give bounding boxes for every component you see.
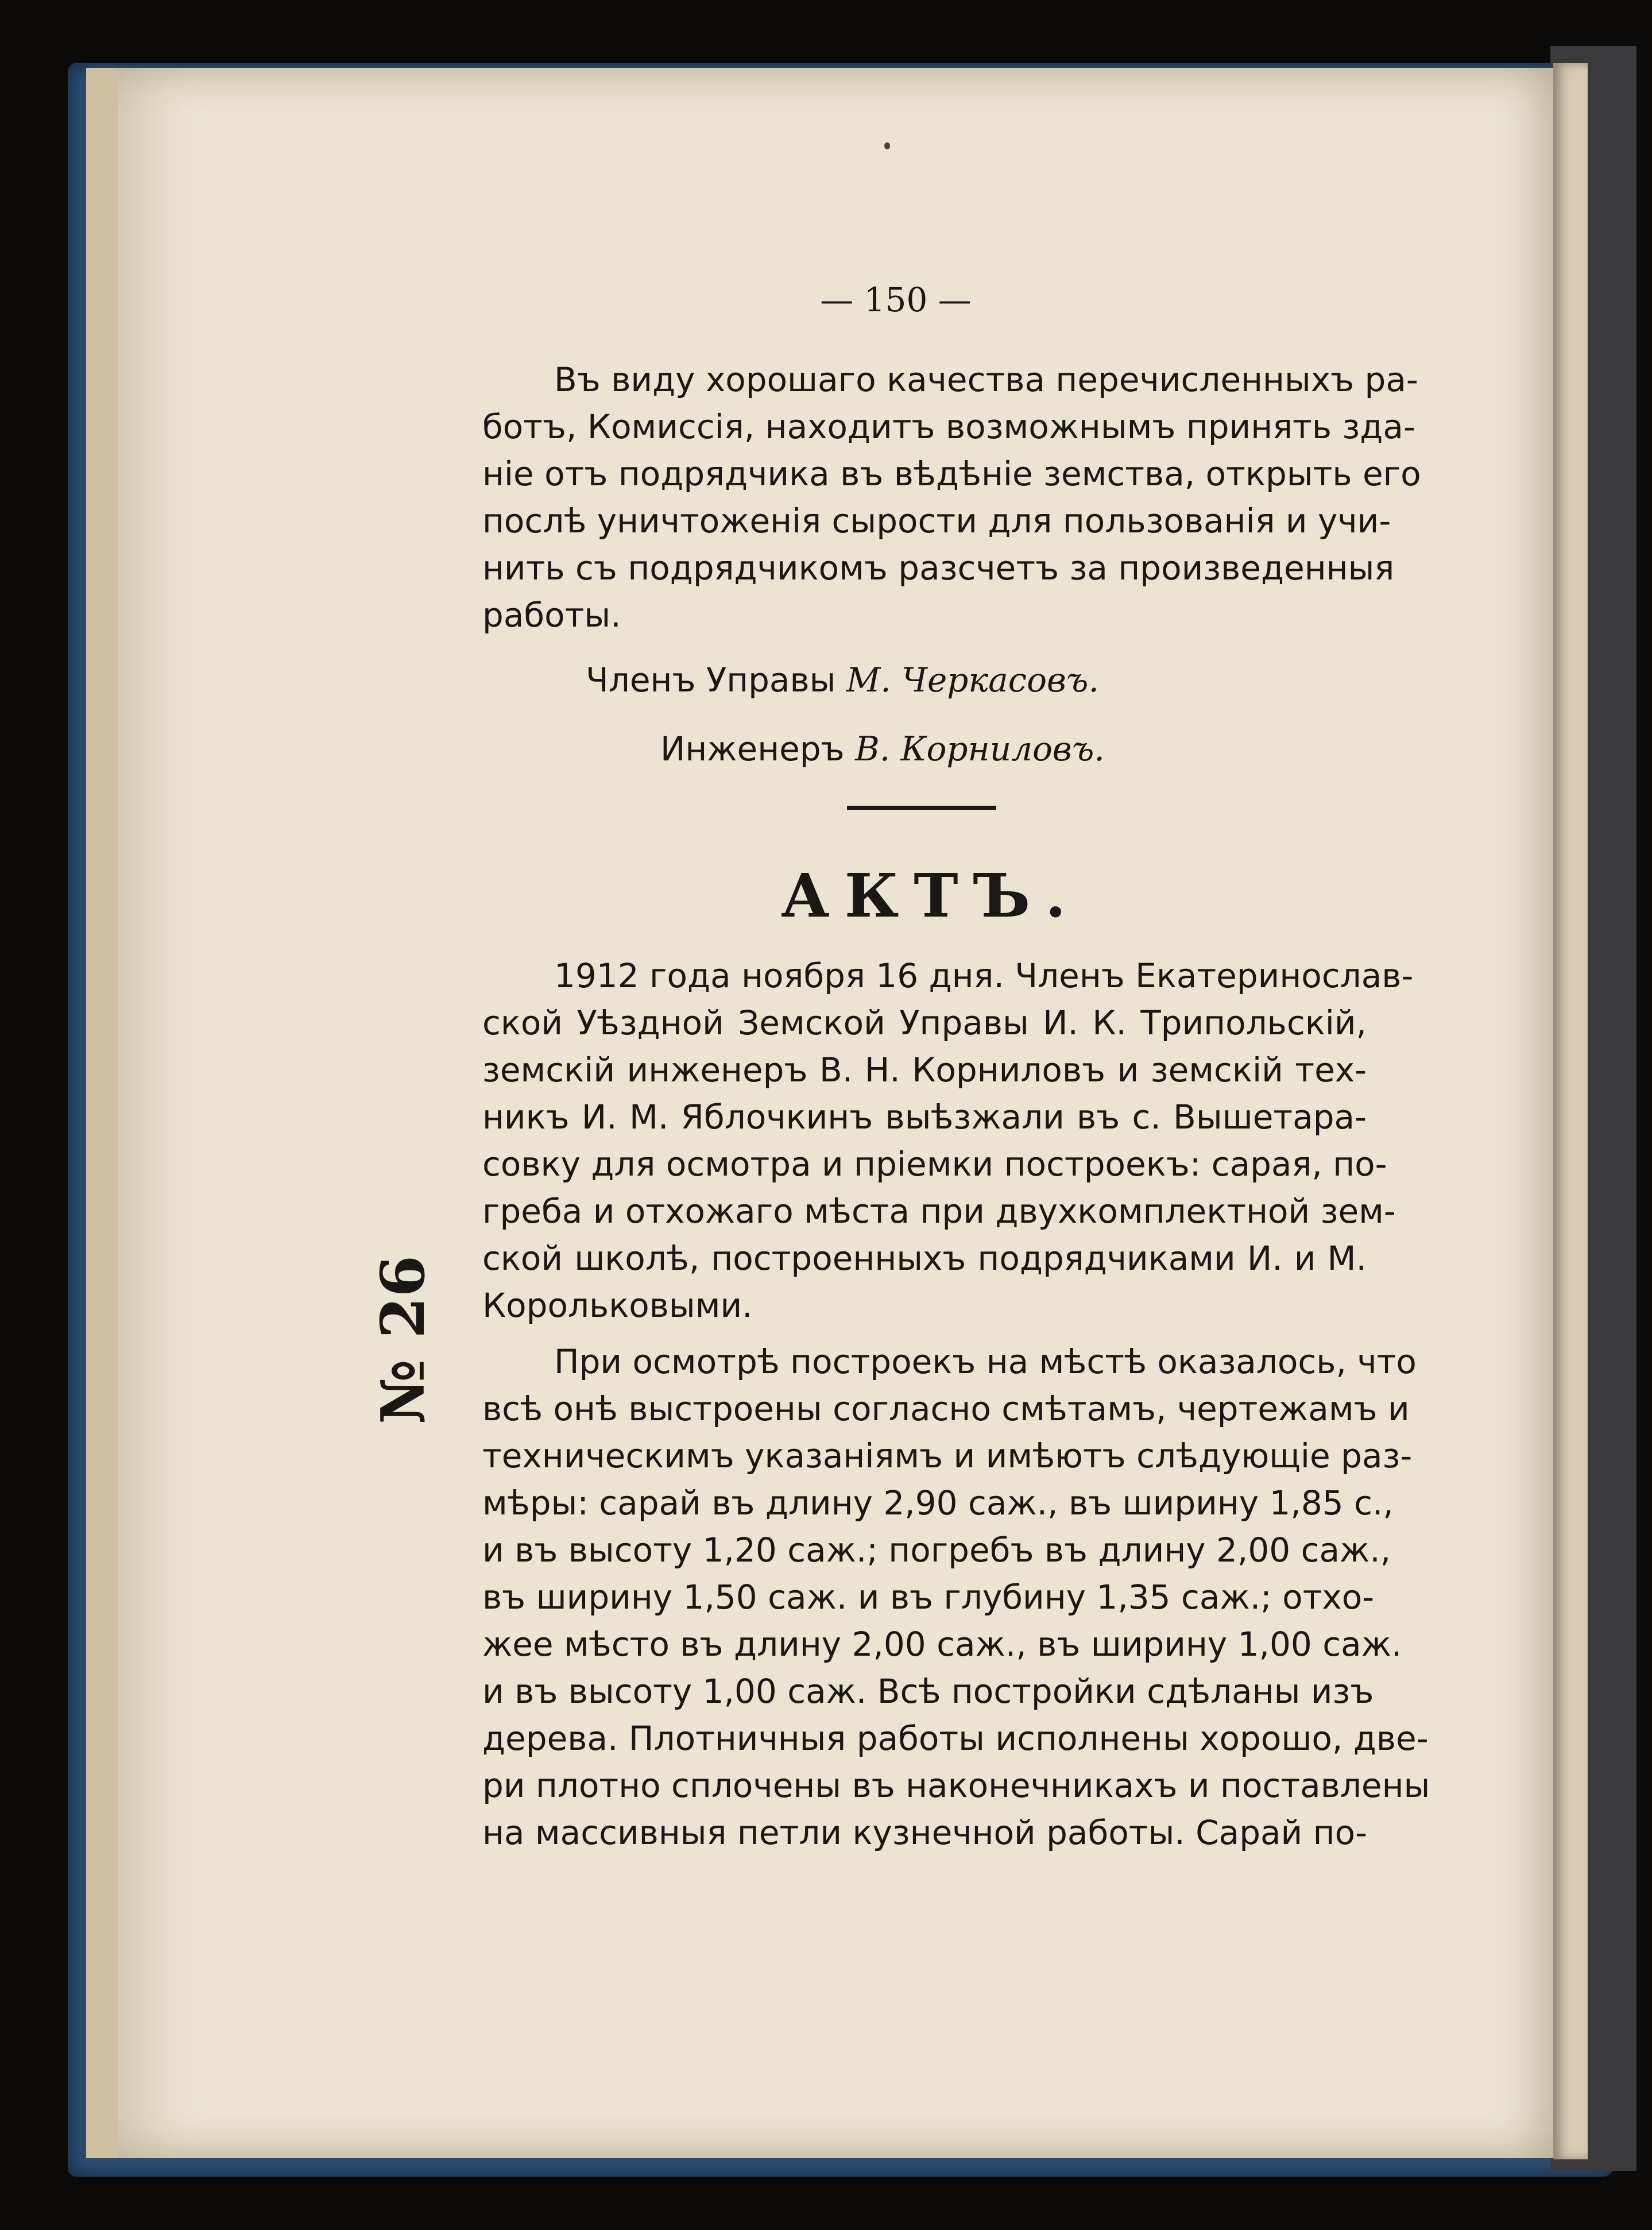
paper-speck xyxy=(884,142,890,149)
page-number: — 150 — xyxy=(820,280,972,319)
signature-role: Инженеръ xyxy=(660,729,845,768)
document-number-stamp: № 26 xyxy=(367,1255,438,1424)
paragraph1-line: ботъ, Комиссія, находитъ возможнымъ принять зда- xyxy=(482,407,1415,446)
paragraph3-line: ри плотно сплочены въ наконечникахъ и поставлены xyxy=(482,1766,1430,1805)
paragraph3-line: всѣ онѣ выстроены согласно смѣтамъ, чертежамъ и xyxy=(482,1389,1410,1428)
section-divider xyxy=(847,806,996,810)
paragraph1-line: послѣ уничтоженія сырости для пользованія и учи- xyxy=(482,501,1391,540)
paragraph2-line: никъ И. М. Яблочкинъ выѣзжали въ с. Вышетара- xyxy=(482,1097,1367,1137)
paragraph1-line: работы. xyxy=(482,596,621,635)
paragraph3-line: техническимъ указаніямъ и имѣютъ слѣдующіе раз- xyxy=(482,1436,1413,1475)
signature-name: М. Черкасовъ. xyxy=(846,660,1099,699)
paragraph1-line: нить съ подрядчикомъ разсчетъ за произведенныя xyxy=(482,548,1395,588)
paragraph3-line: на массивныя петли кузнечной работы. Сарай по- xyxy=(482,1813,1368,1852)
paragraph2-line: ской школѣ, построенныхъ подрядчиками И. и М. xyxy=(482,1239,1367,1278)
signature-member xyxy=(586,660,1099,699)
paragraph3-line: и въ высоту 1,00 саж. Всѣ постройки сдѣланы изъ xyxy=(482,1672,1374,1711)
paragraph3-line: При осмотрѣ построекъ на мѣстѣ оказалось, что xyxy=(554,1342,1417,1381)
paragraph3-line: дерева. Плотничныя работы исполнены хорошо, две- xyxy=(482,1719,1429,1758)
paragraph2-line: ской Уѣздной Земской Управы И. К. Трипольскій, xyxy=(482,1003,1367,1042)
signature-engineer xyxy=(660,729,1105,768)
paragraph3-line: въ ширину 1,50 саж. и въ глубину 1,35 саж.; отхо- xyxy=(482,1578,1375,1617)
paragraph3-line: и въ высоту 1,20 саж.; погребъ въ длину 2,00 саж., xyxy=(482,1531,1391,1570)
section-heading: АКТЪ. xyxy=(781,860,1081,931)
paragraph2-line: земскій инженеръ В. Н. Корниловъ и земскій тех- xyxy=(482,1050,1367,1089)
paragraph3-line: жее мѣсто въ длину 2,00 саж., въ ширину 1,00 саж. xyxy=(482,1625,1402,1664)
paragraph1-line: Въ виду хорошаго качества перечисленныхъ ра- xyxy=(554,360,1418,399)
paragraph2-line: 1912 года ноября 16 дня. Членъ Екатеринослав- xyxy=(554,956,1414,995)
paragraph2-line: Корольковыми. xyxy=(482,1286,753,1325)
signature-role: Членъ Управы xyxy=(586,660,836,699)
signature-name: В. Корниловъ. xyxy=(855,729,1105,768)
paragraph2-line: греба и отхожаго мѣста при двухкомплектной зем- xyxy=(482,1192,1396,1231)
paragraph1-line: ніе отъ подрядчика въ вѣдѣніе земства, открыть его xyxy=(482,454,1421,493)
paragraph2-line: совку для осмотра и пріемки построекъ: сарая, по- xyxy=(482,1145,1387,1184)
paragraph3-line: мѣры: сарай въ длину 2,90 саж., въ ширину 1,85 с., xyxy=(482,1483,1394,1522)
facing-page-edge xyxy=(1553,63,1588,2159)
